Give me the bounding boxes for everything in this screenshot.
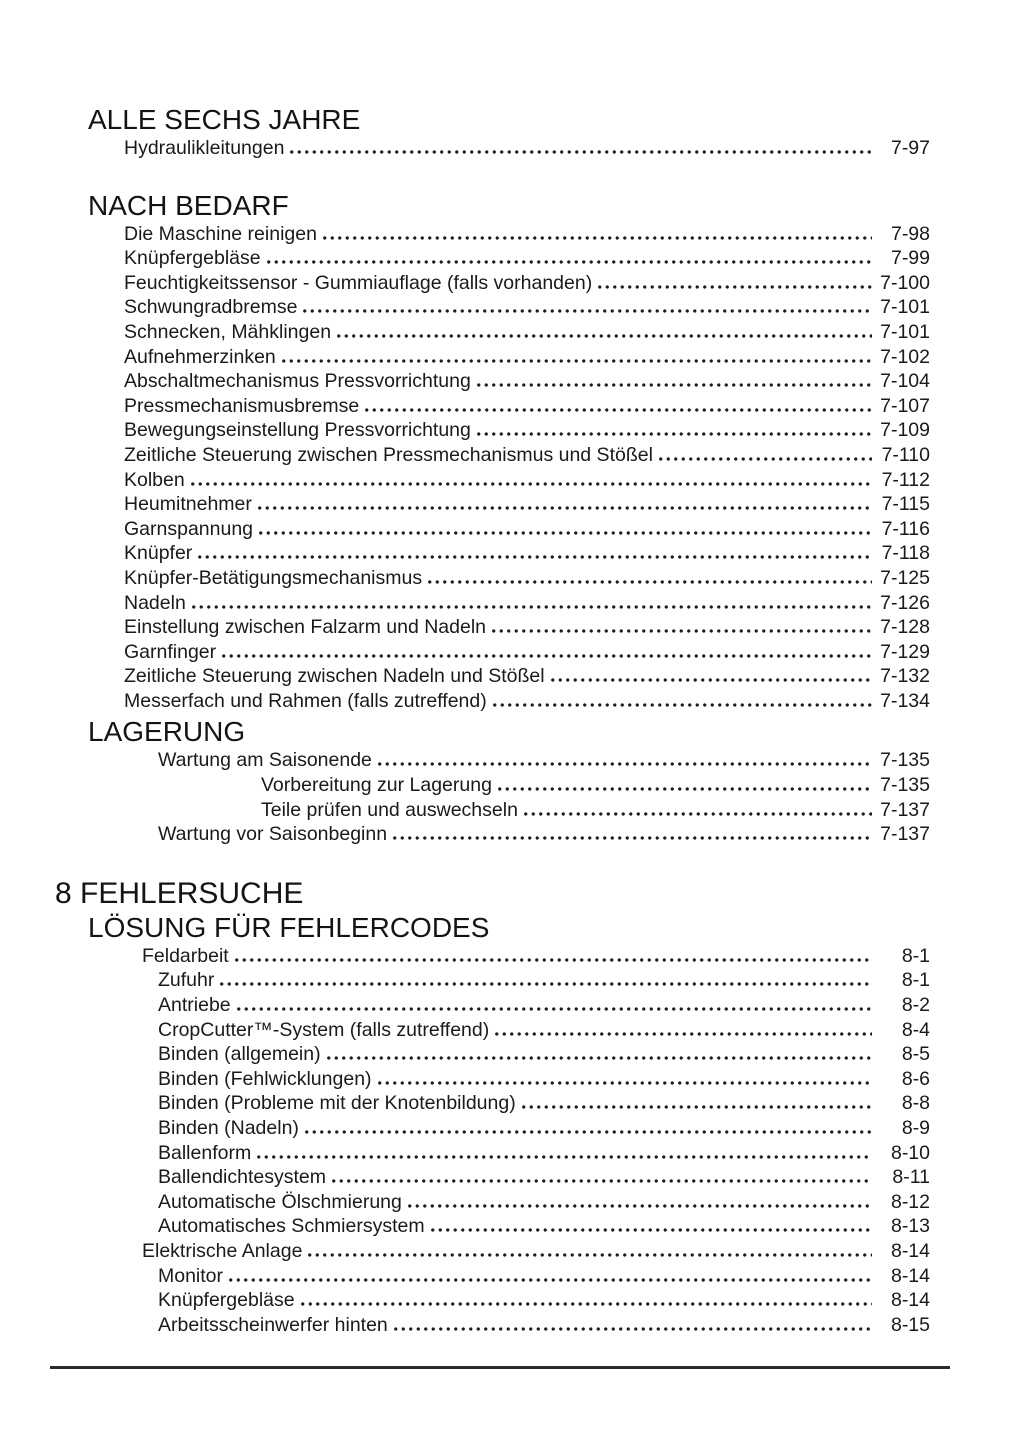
dot-leader [363,408,872,412]
toc-entry-page: 7-135 [880,774,930,797]
toc-entry-label: Knüpfergebläse [158,1289,295,1312]
section-heading: NACH BEDARF [88,189,289,221]
dot-leader [220,654,872,658]
toc-entry [88,1042,930,1067]
toc-entry-label: Elektrische Anlage [142,1239,303,1262]
dot-leader [491,703,872,707]
toc-entry [88,1313,930,1338]
toc-entry-page: 8-14 [890,1289,930,1312]
toc-entry-page: 8-8 [901,1092,930,1115]
dot-leader [265,260,872,264]
toc-entry-label: Arbeitsscheinwerfer hinten [158,1313,388,1336]
toc-entry-page: 7-134 [880,689,930,712]
toc-entry-label: Binden (Nadeln) [158,1117,299,1139]
toc-entry-label: CropCutter™-System (falls zutreffend) [158,1018,490,1041]
toc-entry [88,1141,930,1166]
toc-entry-page: 8-4 [901,1018,930,1041]
toc-entry-page: 7-116 [881,517,930,540]
toc-entry-page: 7-104 [880,370,930,393]
toc-entry-page: 7-107 [880,394,930,417]
toc-entry-page: 8-15 [890,1313,930,1336]
toc-entry-page: 7-100 [880,271,930,294]
toc-entry-page: 7-109 [880,419,930,442]
dot-leader [288,150,872,154]
toc-entry-page: 7-102 [880,345,930,368]
toc-entry-label: Teile prüfen und auswechseln [261,798,518,821]
toc-entry-page: 8-1 [901,944,930,967]
toc-entry [88,492,930,517]
toc-entry-page: 7-137 [880,823,930,846]
section-heading: LAGERUNG [88,716,246,748]
toc-entry-page: 7-135 [880,749,930,772]
toc-entry-label: Automatische Ölschmierung [158,1190,402,1213]
toc-entry [88,591,930,616]
toc-entry-page: 7-99 [890,247,930,270]
dot-leader [426,580,872,584]
dot-leader [280,359,872,363]
toc-entry [88,1165,930,1190]
toc-entry [88,822,930,847]
toc-entry-label: Binden (Fehlwicklungen) [158,1067,372,1090]
toc-entry-label: Knüpfer-Betätigungsmechanismus [124,566,423,589]
toc-entry-label: Feuchtigkeitssensor - Gummiauflage (falls vorhanden) [124,271,593,294]
toc-entry-label: Schwungradbremse [124,296,298,319]
toc-entry-label: Binden (Probleme mit der Knotenbildung) [158,1092,516,1115]
toc-entry-label: Schnecken, Mähklingen [124,320,332,343]
toc-entry-label: Feldarbeit [142,944,229,967]
dot-leader [189,482,872,486]
toc-entry-page: 7-112 [881,468,930,491]
section-block [88,104,930,161]
toc-entry [88,1116,930,1141]
section-block [88,912,930,1338]
dot-leader [325,1056,872,1060]
dot-leader [392,1327,872,1331]
dot-leader [233,958,872,962]
toc-entry-label: Pressmechanismusbremse [124,394,360,417]
toc-entry-page: 7-137 [880,798,930,821]
toc-entry [88,566,930,591]
toc-entry-page: 8-6 [901,1067,930,1090]
toc-entry-label: Kolben [124,468,185,491]
toc-entry [88,320,930,345]
toc-entry-page: 8-2 [901,994,930,1017]
toc-entry-page: 7-126 [880,591,930,614]
toc-entry-page: 8-14 [890,1239,930,1262]
toc-entry [88,1091,930,1116]
dot-leader [376,1081,872,1085]
dot-leader [522,812,872,816]
toc-entry-page: 7-118 [881,542,930,565]
toc-entry-label: Knüpfer [124,542,193,565]
dot-leader [218,982,872,986]
toc-entry-page: 8-13 [890,1215,930,1238]
toc-entry-page: 8-1 [901,969,930,992]
toc-entry-label: Aufnehmerzinken [124,345,276,368]
toc-entry-label: Garnfinger [124,640,217,663]
toc-entry-label: Einstellung zwischen Falzarm und Nadeln [124,616,487,639]
toc-entry-label: Zufuhr [158,969,215,992]
dot-leader [475,432,872,436]
toc-entry-label: Wartung vor Saisonbeginn [158,823,388,846]
toc-entry-page: 7-101 [880,296,930,319]
toc-entry-page: 7-115 [881,493,930,516]
toc-entry-label: Ballendichtesystem [158,1166,326,1189]
toc-entry-label: Vorbereitung zur Lagerung [261,774,492,797]
toc-entry-label: Monitor [158,1264,224,1287]
toc-entry-label: Nadeln [124,591,186,614]
toc-entry-page: 7-129 [880,640,930,663]
toc-entry [88,1067,930,1092]
section-block [88,190,930,714]
dot-leader [256,506,872,510]
toc-entry-label: Binden (allgemein) [158,1043,321,1066]
toc-entry [88,1239,930,1264]
toc-entry-page: 7-101 [880,320,930,343]
toc-entry-label: Zeitliche Steuerung zwischen Pressmechanismus und Stößel [124,443,653,466]
dot-leader [376,762,872,766]
toc-entry-page: 7-125 [880,566,930,589]
toc-entry-page: 7-98 [890,222,930,245]
toc-entry [88,968,930,993]
toc-entry [88,443,930,468]
toc-entry-label: Wartung am Saisonende [158,749,372,772]
dot-leader [520,1105,872,1109]
dot-leader [255,1155,872,1159]
toc-entry-label: Automatisches Schmiersystem [158,1215,425,1238]
toc-entry [88,993,930,1018]
toc-entry [88,1288,930,1313]
dot-leader [406,1204,872,1208]
toc-entry [88,136,930,161]
section-heading: LÖSUNG FÜR FEHLERCODES [88,911,490,943]
toc-entry [88,517,930,542]
toc-entry [88,615,930,640]
toc-entry [88,295,930,320]
toc-entry-label: Ballenform [158,1141,252,1164]
toc-entry-label: Abschaltmechanismus Pressvorrichtung [124,370,471,393]
toc-entry-page: 7-97 [890,137,930,159]
toc-entry-label: Messerfach und Rahmen (falls zutreffend) [124,689,487,712]
dot-leader [475,383,872,387]
dot-leader [306,1253,872,1257]
toc-entry-label: Garnspannung [124,517,254,540]
toc-entry [88,541,930,566]
toc-entry [88,345,930,370]
dot-leader [321,236,872,240]
dot-leader [657,457,872,461]
dot-leader [496,787,872,791]
toc-entry [88,748,930,773]
toc-entry [88,773,930,798]
dot-leader [391,836,872,840]
dot-leader [301,309,872,313]
toc-entry-page: 7-132 [880,665,930,688]
toc-entry-page: 8-5 [901,1043,930,1066]
toc-entry-page: 7-110 [881,443,930,466]
dot-leader [299,1302,872,1306]
toc-entry-label: Knüpfergebläse [124,247,261,270]
toc-entry-label: Hydraulikleitungen [124,137,285,159]
dot-leader [235,1007,872,1011]
toc-entry [88,222,930,247]
toc-entry [88,798,930,823]
toc-entry [88,664,930,689]
toc-entry-page: 8-14 [890,1264,930,1287]
toc-entry-label: Antriebe [158,994,231,1017]
toc-entry-page: 8-11 [892,1166,930,1189]
toc-entry-label: Zeitliche Steuerung zwischen Nadeln und Stößel [124,665,545,688]
dot-leader [227,1278,872,1282]
toc-entry-page: 8-12 [890,1190,930,1213]
toc-entry [88,1214,930,1239]
chapter-block [55,876,930,912]
toc-entry-label: Die Maschine reinigen [124,222,317,245]
dot-leader [596,285,872,289]
toc-entry [88,1018,930,1043]
section-heading: ALLE SECHS JAHRE [88,104,361,135]
toc-entry [88,418,930,443]
toc-entry-page: 8-9 [901,1117,930,1139]
dot-leader [303,1130,872,1134]
dot-leader [549,678,872,682]
toc-entry [88,369,930,394]
dot-leader [190,605,872,609]
dot-leader [196,555,872,559]
footer-rule [50,1366,950,1369]
toc-entry [88,1264,930,1289]
toc-entry [88,271,930,296]
toc-entry-page: 7-128 [880,616,930,639]
toc-entry [88,689,930,714]
dot-leader [493,1032,872,1036]
toc-entry [88,640,930,665]
dot-leader [330,1179,872,1183]
toc-entry [88,944,930,969]
toc-entry [88,246,930,271]
toc-entry-label: Bewegungseinstellung Pressvorrichtung [124,419,471,442]
dot-leader [335,334,872,338]
toc-entry [88,468,930,493]
toc-entry [88,394,930,419]
section-block [88,716,930,846]
toc-entry-label: Heumitnehmer [124,493,252,516]
toc-entry [88,1190,930,1215]
dot-leader [490,629,872,633]
dot-leader [257,531,872,535]
dot-leader [429,1228,872,1232]
chapter-heading: 8 FEHLERSUCHE [55,876,304,910]
toc-entry-page: 8-10 [890,1141,930,1164]
toc [0,104,1024,1337]
